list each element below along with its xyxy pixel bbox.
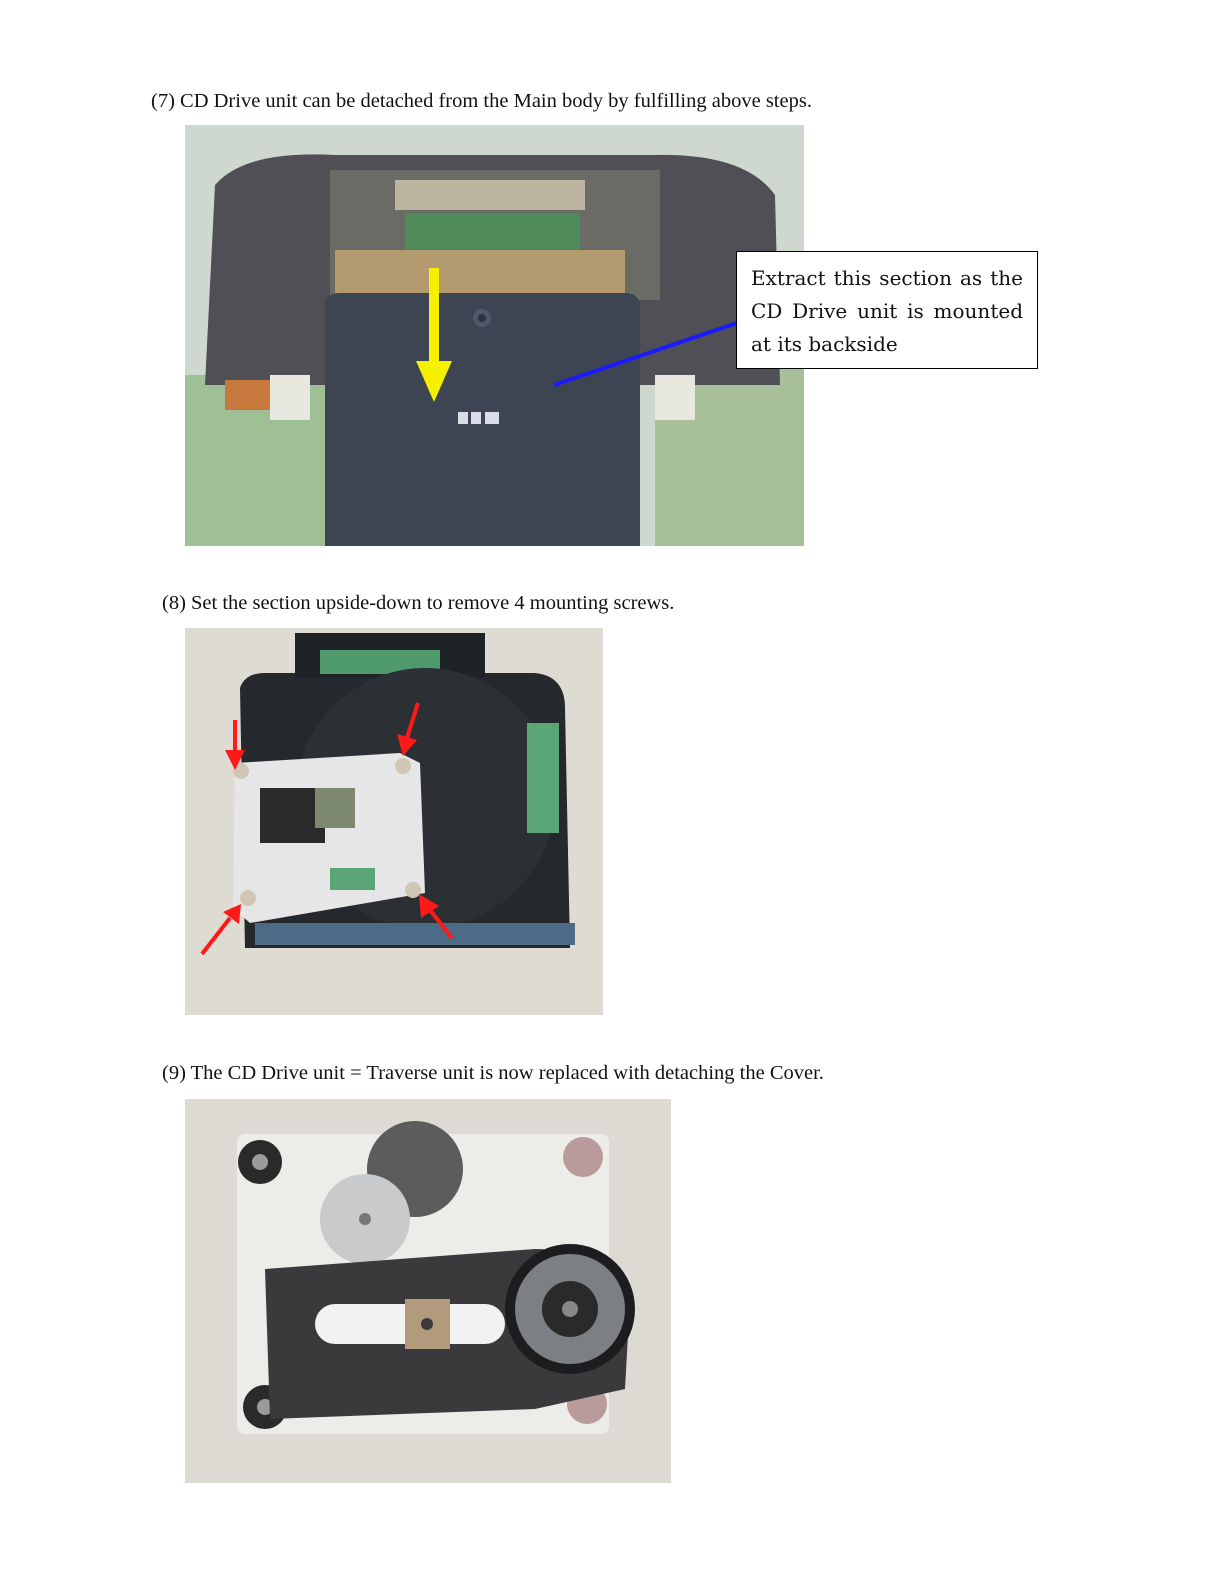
section-upside-down-photo (185, 628, 603, 1015)
main-body-photo (185, 125, 804, 546)
traverse-unit-photo (185, 1099, 671, 1483)
step-9-text: (9) The CD Drive unit = Traverse unit is now replaced with detaching the Cover. (162, 1062, 824, 1084)
step-8-text: (8) Set the section upside-down to remove 4 mounting screws. (162, 592, 675, 614)
step-7-text: (7) CD Drive unit can be detached from the Main body by fulfilling above steps. (151, 90, 812, 112)
callout-box (736, 251, 1038, 369)
callout-text: Extract this section as the CD Drive unit is mounted at its backside (751, 266, 1023, 356)
yellow-arrow-down-icon (429, 268, 439, 368)
